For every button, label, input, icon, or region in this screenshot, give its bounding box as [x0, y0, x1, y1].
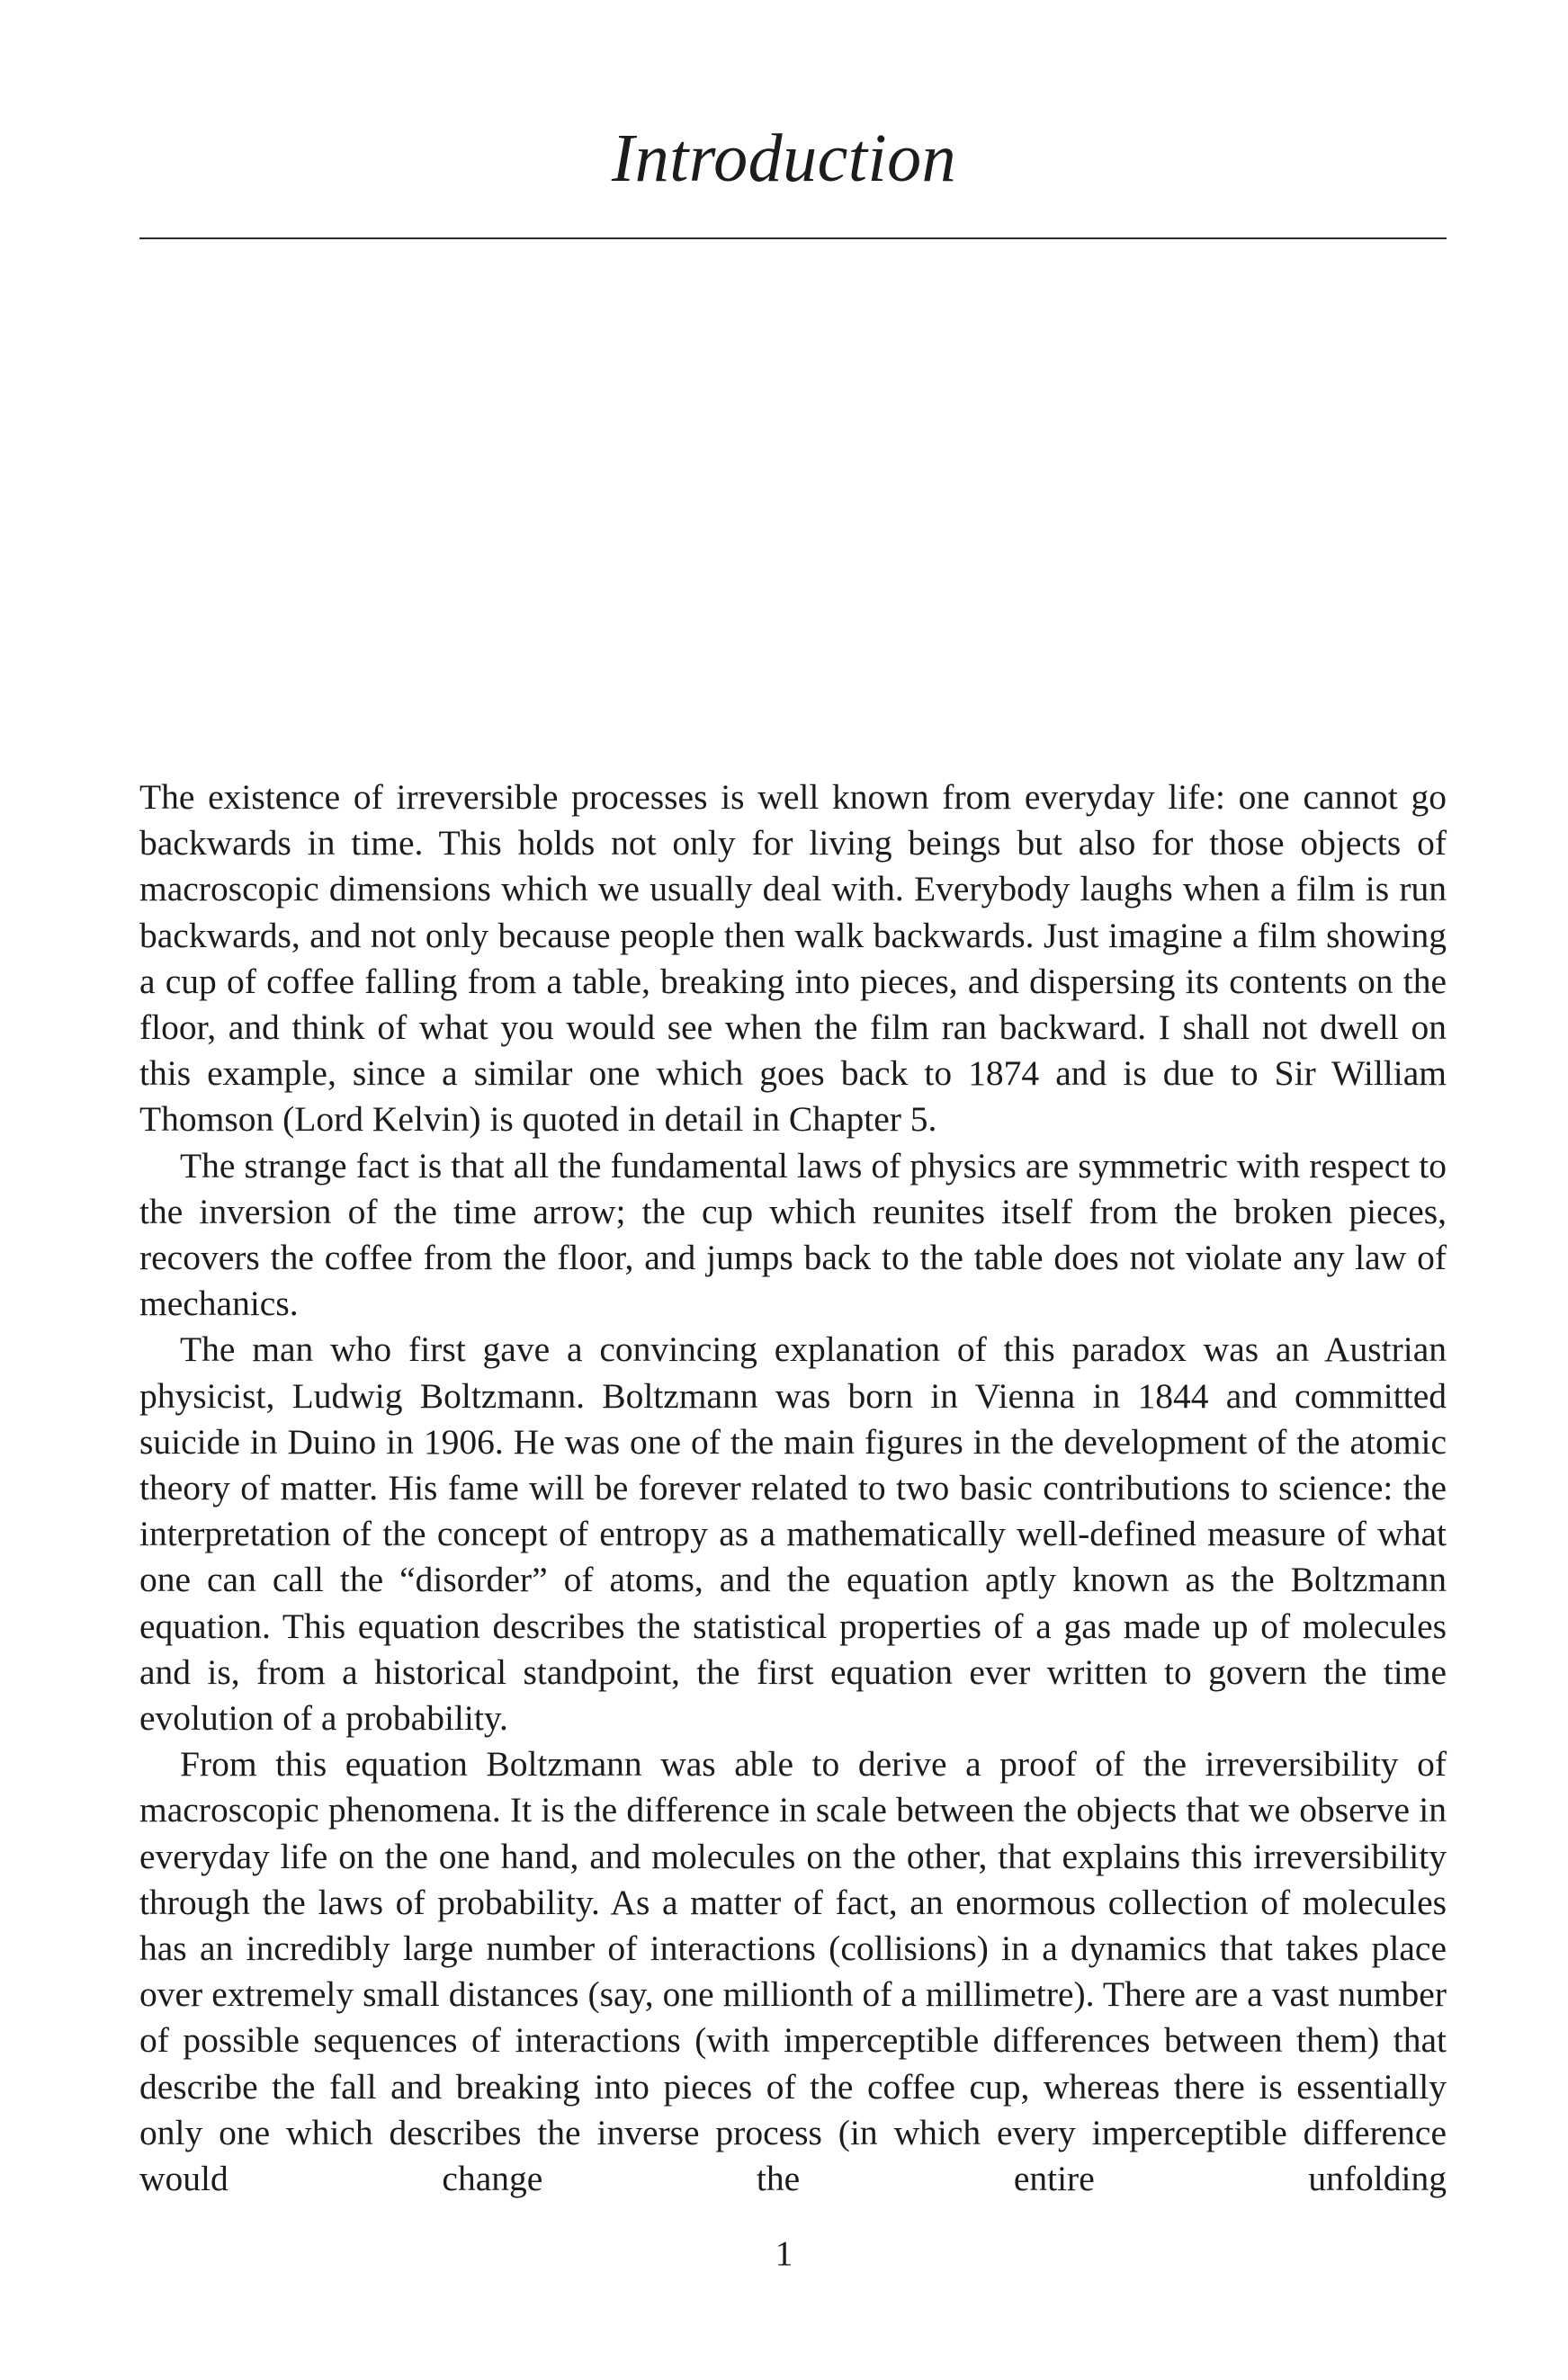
paragraph-2: The strange fact is that all the fundamental laws of physics are symmetric with respect to the inversion of the time arrow; the cup which reunites itself from the broken pieces, recovers the coffee from the floor, and jumps back to the table does not violate any law of mechanics.	[139, 1145, 1447, 1324]
chapter-title: Introduction	[611, 121, 957, 196]
paragraph-1: The existence of irreversible processes is well known from everyday life: one cannot go backwards in time. This holds not only for living beings but also for those objects of macroscopic dimensions which we usually deal with. Everybody laughs when a film is run backwards, and not only because people then walk backwards. Just imagine a film showing a cup of coffee falling from a table, breaking into pieces, and dispersing its contents on the floor, and think of what you would see when the film ran backward. I shall not dwell on this example, since a similar one which goes back to 1874 and is due to Sir William Thomson (Lord Kelvin) is quoted in detail in Chapter 5.	[139, 777, 1447, 1140]
paragraph-3: The man who first gave a convincing explanation of this paradox was an Austrian physicist, Ludwig Boltzmann. Boltzmann was born in Vienna in 1844 and committed suicide in Duino in 1906. He was one of the main figures in the development of the atomic theory of matter. His fame will be forever related to two basic contributions to science: the interpretation of the concept of entropy as a mathematically well-defined measure of what one can call the “disorder” of atoms, and the equation aptly known as the Boltzmann equation. This equation describes the statistical properties of a gas made up of molecules and is, from a historical standpoint, the first equation ever written to govern the time evolution of a probability.	[139, 1329, 1447, 1739]
body-text	[139, 774, 1447, 2202]
page-number: 1	[775, 2233, 793, 2273]
paragraph-4: From this equation Boltzmann was able to derive a proof of the irreversibility of macroscopic phenomena. It is the difference in scale between the objects that we observe in everyday life on the one hand, and molecules on the other, that explains this irreversibility through the laws of probability. As a matter of fact, an enormous collection of molecules has an incredibly large number of interactions (collisions) in a dynamics that takes place over extremely small distances (say, one millionth of a millimetre). There are a vast number of possible sequences of interactions (with imperceptible differences between them) that describe the fall and breaking into pieces of the coffee cup, whereas there is essentially only one which describes the inverse process (in which every imperceptible difference would change the entire unfolding	[139, 1744, 1447, 2199]
title-rule	[139, 237, 1447, 239]
